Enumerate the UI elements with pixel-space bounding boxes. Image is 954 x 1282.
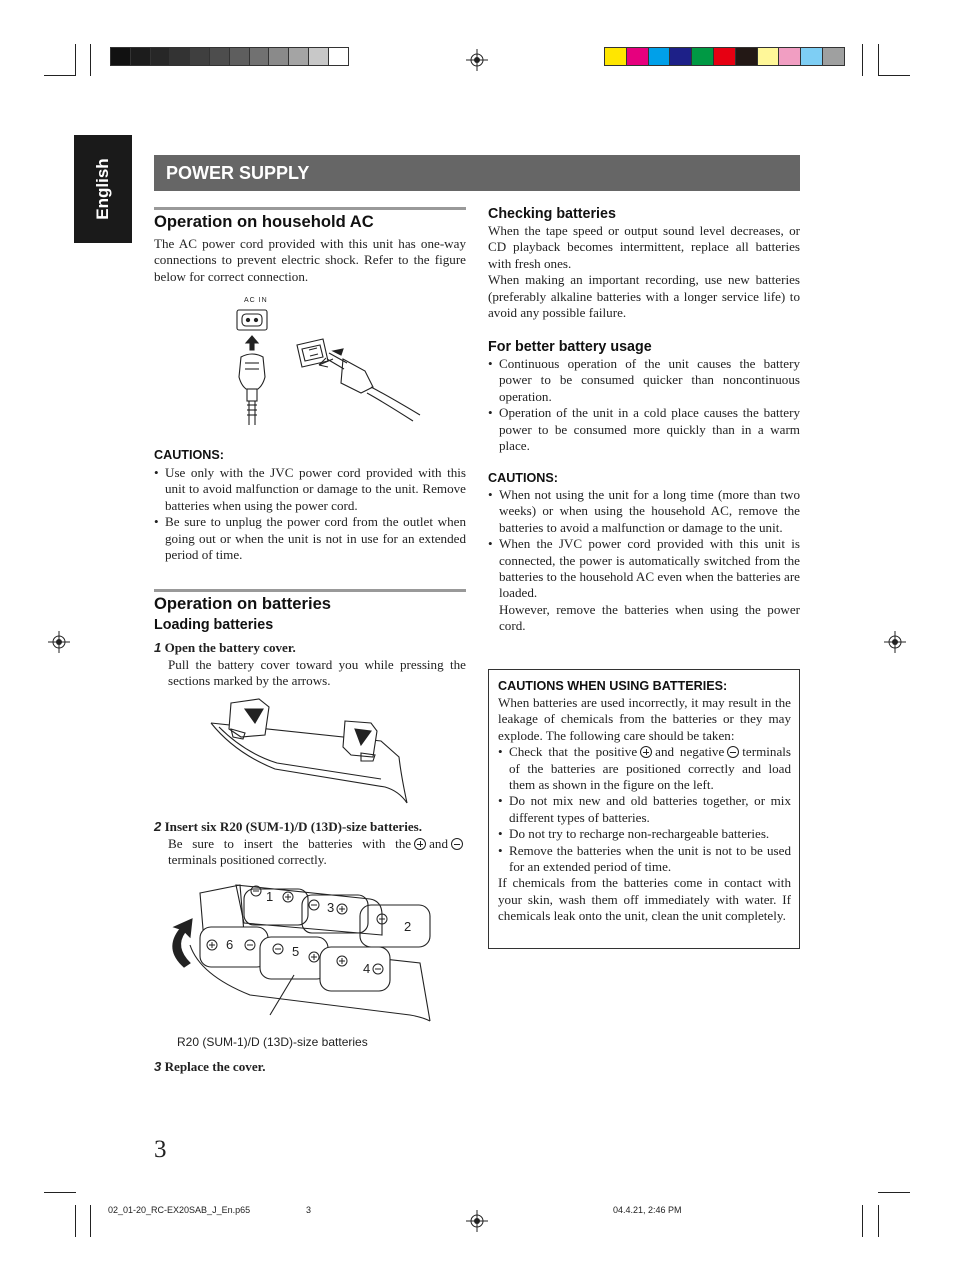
- registration-mark-icon: [466, 1210, 488, 1232]
- color-swatch: [691, 47, 714, 66]
- caution-item-text-b: terminals of the batteries are positioned correctly and load them as shown in the figure on the left.: [509, 744, 791, 793]
- battery-number-1: 1: [266, 889, 274, 904]
- step-2: [154, 819, 466, 835]
- left-cautions-list: [154, 465, 466, 563]
- loading-heading: Loading batteries: [154, 617, 274, 633]
- battery-loading-illustration: [160, 875, 435, 1025]
- color-swatch: [713, 47, 736, 66]
- step-2-text-b: terminals positioned correctly.: [168, 852, 327, 868]
- color-swatch: [209, 47, 230, 66]
- step-2-text-and: and: [429, 836, 448, 851]
- color-swatch: [189, 47, 210, 66]
- battery-caption: R20 (SUM-1)/D (13D)-size batteries: [177, 1035, 368, 1049]
- caution-box-body: [498, 695, 791, 925]
- crop-mark: [878, 75, 910, 76]
- caution-box-outro: If chemicals from the batteries come in contact with your skin, wash them off immediately with water. If chemicals leak onto the unit, clean the unit completely.: [498, 875, 791, 924]
- color-swatch: [800, 47, 823, 66]
- list-item: • Do not try to recharge non-rechargeable batteries.: [498, 826, 791, 842]
- battery-number-4: 4: [363, 961, 371, 976]
- household-text: The AC power cord provided with this unit has one-way connections to prevent electric shock. Refer to the figure below for correct connection.: [154, 236, 466, 284]
- battery-number-3: 3: [327, 900, 335, 915]
- section-title: POWER SUPPLY: [166, 163, 310, 183]
- better-usage-heading: For better battery usage: [488, 339, 652, 355]
- registration-mark-icon: [466, 49, 488, 71]
- caution-box-list: [498, 744, 791, 875]
- step-1: [154, 640, 466, 656]
- right-cautions-heading: CAUTIONS:: [488, 471, 558, 485]
- list-item: • Be sure to unplug the power cord from the outlet when going out or when the unit is not in use for an extended period of time.: [154, 514, 466, 563]
- color-swatch: [169, 47, 190, 66]
- battery-number-2: 2: [404, 919, 412, 934]
- step-title: Replace the cover.: [164, 1059, 266, 1074]
- registration-mark-icon: [48, 631, 70, 653]
- step-number: 1: [154, 640, 162, 655]
- list-item: • Continuous operation of the unit causes the battery power to be consumed quicker than noncontinuous operation.: [488, 356, 800, 405]
- checking-paragraph-2: When making an important recording, use new batteries (preferably alkaline batteries with a longer service life) to avoid any possible failure.: [488, 272, 800, 321]
- list-item: • Do not mix new and old batteries together, or mix different types of batteries.: [498, 793, 791, 826]
- checking-paragraph-1: When the tape speed or output sound level decreases, or CD playback becomes intermittent, replace all batteries with fresh ones.: [488, 223, 800, 271]
- step-title: Insert six R20 (SUM-1)/D (13D)-size batteries.: [164, 819, 423, 834]
- color-swatch: [604, 47, 627, 66]
- battery-caution-box: [488, 669, 800, 949]
- ac-in-label: AC IN: [244, 297, 268, 304]
- registration-mark-icon: [884, 631, 906, 653]
- step-3: [154, 1059, 466, 1075]
- color-swatch: [778, 47, 801, 66]
- caution-item-text-a: Check that the positive: [509, 744, 638, 760]
- right-cautions-list: [488, 487, 800, 635]
- crop-mark: [75, 1205, 76, 1237]
- color-swatch: [626, 47, 649, 66]
- checking-heading: Checking batteries: [488, 206, 616, 222]
- crop-mark: [862, 44, 863, 76]
- color-swatch: [822, 47, 845, 66]
- footer-page: 3: [306, 1205, 312, 1215]
- checking-text: [488, 223, 800, 321]
- plus-terminal-icon: [414, 838, 426, 850]
- list-item: • Remove the batteries when the unit is not to be used for an extended period of time.: [498, 843, 791, 876]
- step-number: 3: [154, 1059, 162, 1074]
- crop-mark: [90, 1205, 91, 1237]
- language-tab: [74, 135, 132, 243]
- battery-number-6: 6: [226, 937, 234, 952]
- step-number: 2: [154, 819, 162, 834]
- step-2-text: [168, 836, 466, 869]
- caution-continuation: However, remove the batteries when using the power cord.: [499, 601, 800, 634]
- step-2-text-a: Be sure to insert the batteries with the: [168, 836, 412, 851]
- color-swatch: [308, 47, 329, 66]
- list-item: • Operation of the unit in a cold place causes the battery power to be consumed more quickly than in a warm place.: [488, 405, 800, 454]
- step-title: Open the battery cover.: [164, 640, 296, 655]
- crop-mark: [44, 1192, 76, 1193]
- color-swatch: [229, 47, 250, 66]
- battery-cover-illustration: [205, 695, 415, 807]
- color-swatch: [328, 47, 349, 66]
- color-swatch: [130, 47, 151, 66]
- battery-number-5: 5: [292, 944, 300, 959]
- crop-mark: [90, 44, 91, 76]
- ac-connection-illustration: [225, 305, 430, 430]
- crop-mark: [44, 75, 76, 76]
- batteries-heading: Operation on batteries: [154, 594, 332, 613]
- minus-terminal-icon: [727, 746, 739, 758]
- color-swatch: [150, 47, 171, 66]
- footer-file-name: 02_01-20_RC-EX20SAB_J_En.p65: [108, 1205, 251, 1215]
- caution-box-heading: CAUTIONS WHEN USING BATTERIES:: [498, 679, 728, 693]
- step-1-text: Pull the battery cover toward you while pressing the sections marked by the arrows.: [168, 657, 466, 689]
- list-item: [488, 536, 800, 634]
- section-banner: [154, 155, 800, 191]
- color-swatch: [648, 47, 671, 66]
- color-swatch: [249, 47, 270, 66]
- crop-mark: [878, 44, 879, 76]
- left-cautions-heading: CAUTIONS:: [154, 448, 224, 462]
- color-swatch: [288, 47, 309, 66]
- heading-rule: [154, 207, 466, 210]
- crop-mark: [878, 1192, 910, 1193]
- caution-text: • When the JVC power cord provided with this unit is connected, the power is automatically switched from the batteries to the household AC even when the batteries are loaded.: [499, 536, 800, 601]
- color-swatch: [735, 47, 758, 66]
- color-swatch: [669, 47, 692, 66]
- caution-item-text-and: and negative: [655, 744, 725, 760]
- better-usage-list: [488, 356, 800, 454]
- caution-box-intro: When batteries are used incorrectly, it may result in the leakage of chemicals from the batteries or they may explode. The following care should be taken:: [498, 695, 791, 743]
- heading-rule: [154, 589, 466, 592]
- plus-terminal-icon: [640, 746, 652, 758]
- household-heading: Operation on household AC: [154, 212, 374, 231]
- crop-mark: [878, 1205, 879, 1237]
- crop-mark: [862, 1205, 863, 1237]
- crop-mark: [75, 44, 76, 76]
- list-item: [498, 744, 791, 793]
- list-item: • Use only with the JVC power cord provided with this unit to avoid malfunction or damage to the unit. Remove batteries when using the power cord.: [154, 465, 466, 514]
- minus-terminal-icon: [451, 838, 463, 850]
- footer-datetime: 04.4.21, 2:46 PM: [613, 1205, 682, 1215]
- page-number: 3: [154, 1136, 167, 1163]
- color-swatch: [268, 47, 289, 66]
- list-item: • When not using the unit for a long time (more than two weeks) or when using the household AC, remove the batteries to avoid a malfunction or damage to the unit.: [488, 487, 800, 536]
- color-swatch: [757, 47, 780, 66]
- language-tab-label: English: [93, 158, 112, 220]
- color-swatch: [110, 47, 131, 66]
